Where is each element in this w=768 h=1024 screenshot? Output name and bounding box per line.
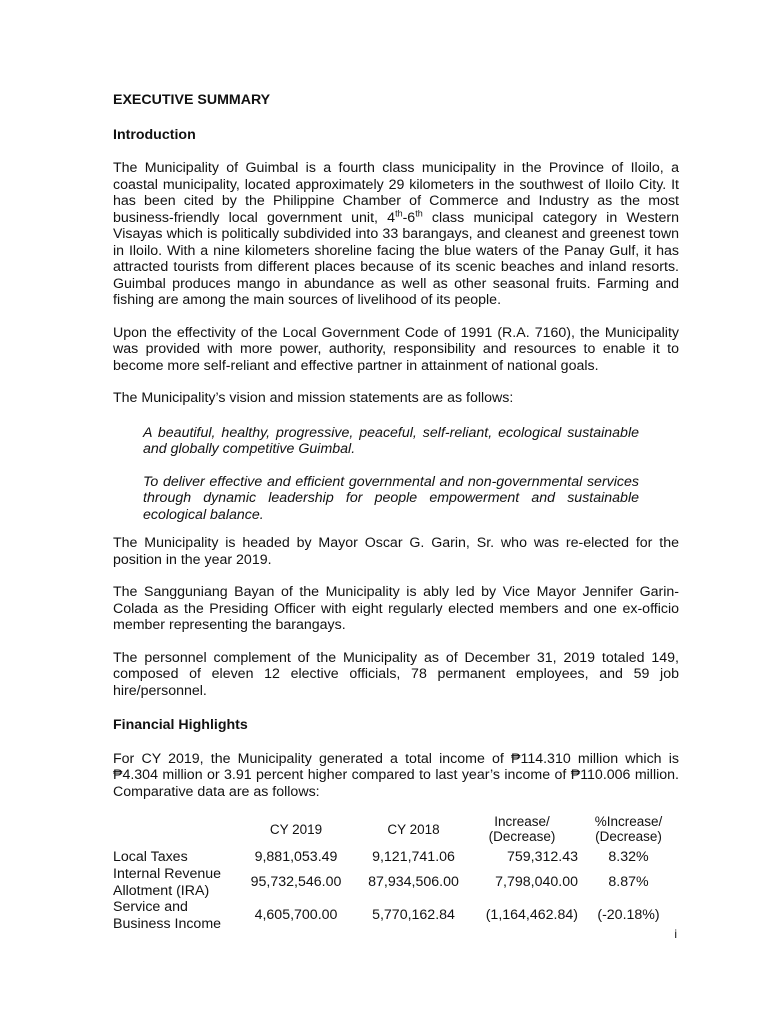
table-header-row [113,810,679,848]
table-cell-value: 9,881,053.49 [254,848,338,865]
table-cell-value: (1,164,462.84) [485,907,578,924]
intro-paragraph-6: The personnel complement of the Municipality as of December 31, 2019 totaled 149, composed of eleven 12 elective officials, 78 permanent employees, and 59 job hire/personnel. [113,649,679,699]
table-header-cy2019: CY 2019 [269,821,323,837]
document-title: EXECUTIVE SUMMARY [113,92,271,108]
intro-paragraph-4: The Municipality is headed by Mayor Oscar G. Garin, Sr. who was re-elected for the position in the year 2019. [113,535,679,568]
table-cell-value: 7,798,040.00 [495,874,578,891]
table-cell-value: 8.87% [608,874,649,891]
table-cell-value: 87,934,506.00 [368,874,459,891]
intro-paragraph-2: Upon the effectivity of the Local Government Code of 1991 (R.A. 7160), the Municipality was provided with more power, authority, responsibility and resources to enable it to become more self-reliant and effective partner in attainment of national goals. [113,324,679,374]
table-cell-label: Local Taxes [113,848,188,865]
table-cell-value: 8.32% [608,848,649,865]
financial-highlights-heading: Financial Highlights [113,717,248,733]
document-page [113,92,679,932]
comparative-income-table [113,810,679,932]
table-row [113,848,679,866]
table-header-percent-increase: %Increase/ (Decrease) [594,814,663,844]
intro-paragraph-5: The Sangguniang Bayan of the Municipality is ably led by Vice Mayor Jennifer Garin-Colada as the Presiding Officer with eight regularly elected members and one ex-officio member representing the barangays. [113,584,679,633]
intro-paragraph-1: The Municipality of Guimbal is a fourth class municipality in the Province of Iloilo, a coastal municipality, located approximately 29 kilometers in the southwest of Iloilo City. It has been cited by the Philippine Chamber of Commerce and Industry as the most business-friendly local government unit, 4th-6th class municipal category in Western Visayas which is politically subdivided into 33 barangays, and cleanest and greenest town in Iloilo. With a nine kilometers shoreline facing the blue waters of the Panay Gulf, it has attracted tourists from different places because of its scenic beaches and inland resorts. Guimbal produces mango in abundance as well as other seasonal fruits. Farming and fishing are among the main sources of livelihood of its people. [113,160,679,308]
table-cell-label: Service and Business Income [113,899,222,932]
table-cell-value: 5,770,162.84 [372,907,455,924]
table-cell-label: Internal Revenue Allotment (IRA) [113,866,222,899]
mission-statement: To deliver effective and efficient governmental and non-governmental services through dynamic leadership for people empowerment and sustainable ecological balance. [143,473,639,523]
table-cell-value: (-20.18%) [597,907,660,924]
page-number: i [674,927,677,941]
table-cell-value: 759,312.43 [506,848,578,865]
table-cell-value: 95,732,546.00 [250,874,342,891]
intro-paragraph-3: The Municipality’s vision and mission statements are as follows: [113,390,514,406]
table-row [113,899,679,932]
table-row [113,866,679,899]
table-header-increase: Increase/ (Decrease) [488,814,556,844]
table-header-cy2018: CY 2018 [387,821,440,837]
vision-statement: A beautiful, healthy, progressive, peaceful, self-reliant, ecological sustainable and globally competitive Guimbal. [143,424,639,457]
financial-paragraph-1: For CY 2019, the Municipality generated a total income of ₱114.310 million which is ₱4.304 million or 3.91 percent higher compared to last year’s income of ₱110.006 million. Comparative data are as follows: [113,750,679,800]
table-cell-value: 9,121,741.06 [372,848,455,865]
table-cell-value: 4,605,700.00 [254,907,338,924]
introduction-heading: Introduction [113,126,196,143]
